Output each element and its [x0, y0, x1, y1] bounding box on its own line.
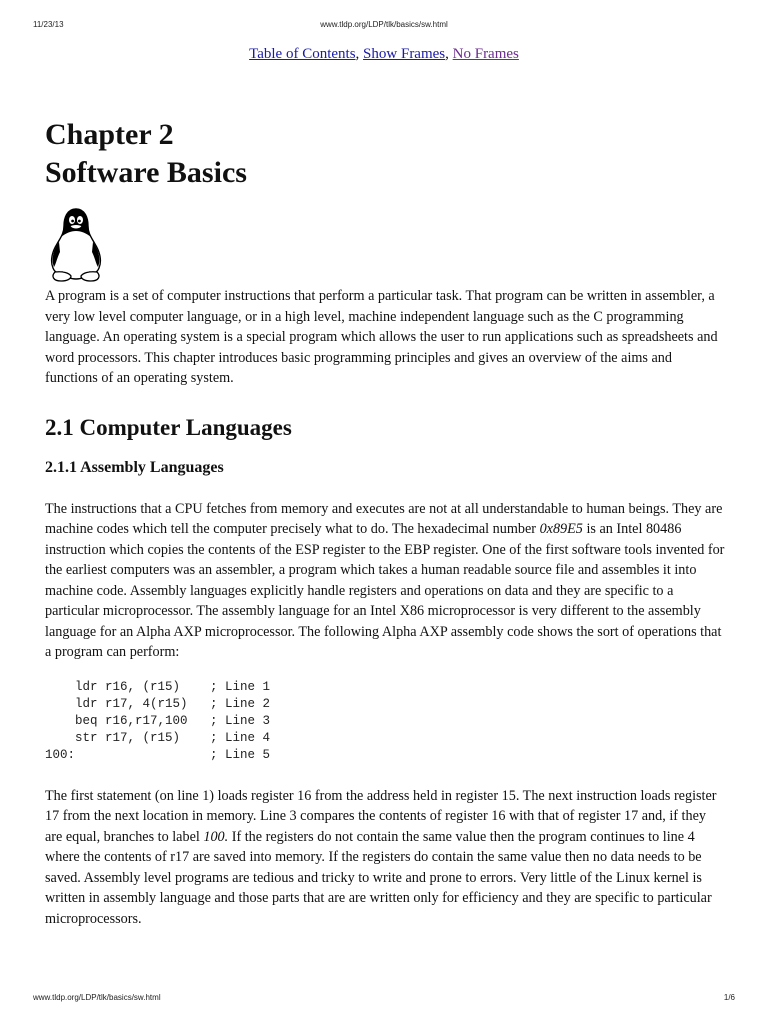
nav-separator: , — [445, 46, 453, 62]
paragraph-text: If the registers do not contain the same value then the program continues to line 4 where the contents of r17 are saved into memory. If the registers do contain the same value then no data needs to be saved. Assembly level programs are tedious and tricky to write and prone to errors. Very little of the Linux kernel is written in assembly language and those parts that are are written only for efficiency and they are specific to particular microprocessors. — [45, 828, 712, 927]
tux-penguin-icon — [45, 206, 107, 284]
no-frames-link[interactable]: No Frames — [452, 46, 519, 62]
section-heading-2-1-1: 2.1.1 Assembly Languages — [45, 458, 224, 476]
paragraph-text: The first statement (on line 1) loads register 16 from the address held in register 15. The next instruction loads register 17 from the next location in memory. Line 3 compares the contents of register 16 with that of register 17 and, if they are equal, branches to label — [45, 787, 717, 845]
print-header — [0, 20, 768, 32]
show-frames-link[interactable]: Show Frames — [363, 46, 446, 62]
page-number: 1/6 — [723, 993, 735, 1002]
code-line: beq r16,r17,100 ; Line 3 — [45, 713, 271, 728]
intro-paragraph: A program is a set of computer instructions that perform a particular task. That program can be written in assembler, a very low level computer language, or in a high level, machine independent language such as the C programming language. An operating system is a special program which allows the user to run applications such as spreadsheets and word processors. This chapter introduces basic programming principles and gives an overview of the aims and functions of an operating system. — [45, 288, 718, 386]
footer-url: www.tldp.org/LDP/tlk/basics/sw.html — [33, 993, 161, 1002]
paragraph-text: The instructions that a CPU fetches from memory and executes are not at all understandable to human beings. They are machine codes which tell the computer precisely what to do. The hexadecimal number — [45, 500, 723, 537]
label-reference: 100. — [203, 828, 229, 845]
chapter-name: Software Basics — [45, 156, 247, 189]
chapter-title — [45, 116, 725, 192]
assembly-code-block — [45, 679, 725, 764]
print-url: www.tldp.org/LDP/tlk/basics/sw.html — [320, 20, 448, 29]
explanation-paragraph — [45, 786, 725, 930]
assembly-paragraph — [45, 499, 725, 663]
code-line: str r17, (r15) ; Line 4 — [45, 730, 271, 745]
code-line: 100: ; Line 5 — [45, 747, 271, 762]
paragraph-text: is an Intel 80486 instruction which copies the contents of the ESP register to the EBP register. One of the first software tools invented for the earliest computers was an assembler, a program which takes a human readable source file and assembles it into machine code. Assembly languages explicitly handle registers and operations on data and they are specific to a particular microprocessor. The assembly language for an Intel X86 microprocessor is very different to the assembly language for an Alpha AXP microprocessor. The following Alpha AXP assembly code shows the sort of operations that a program can perform: — [45, 521, 725, 660]
page-content — [45, 116, 725, 929]
table-of-contents-link[interactable]: Table of Contents — [249, 46, 356, 62]
code-line: ldr r16, (r15) ; Line 1 — [45, 679, 271, 694]
section-heading-2-1: 2.1 Computer Languages — [45, 414, 292, 440]
hex-number: 0x89E5 — [539, 521, 583, 537]
nav-links — [0, 46, 768, 63]
print-date: 11/23/13 — [33, 20, 64, 29]
chapter-number: Chapter 2 — [45, 118, 174, 151]
code-line: ldr r17, 4(r15) ; Line 2 — [45, 696, 271, 711]
nav-separator: , — [355, 46, 364, 62]
print-footer — [0, 993, 768, 1005]
